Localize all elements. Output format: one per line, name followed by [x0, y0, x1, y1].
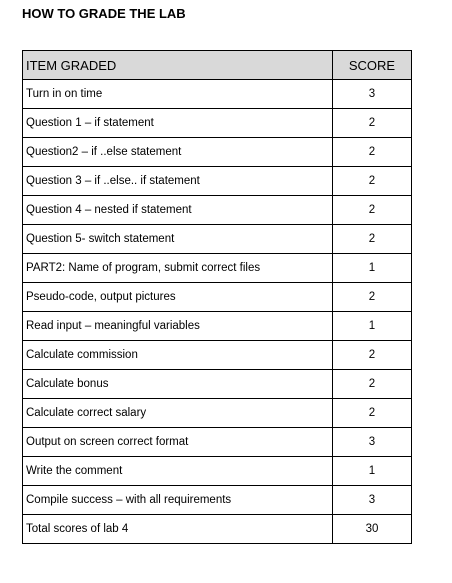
table-row — [23, 399, 412, 428]
item-column-header: ITEM GRADED — [23, 51, 333, 80]
table-row — [23, 196, 412, 225]
table-row — [23, 428, 412, 457]
item-cell: PART2: Name of program, submit correct files — [23, 254, 333, 283]
item-cell: Output on screen correct format — [23, 428, 333, 457]
item-cell: Calculate bonus — [23, 370, 333, 399]
table-header-row — [23, 51, 412, 80]
score-cell: 3 — [333, 80, 412, 109]
score-cell: 2 — [333, 109, 412, 138]
table-row — [23, 341, 412, 370]
table-header — [23, 51, 412, 80]
score-column-header: SCORE — [333, 51, 412, 80]
document-title: HOW TO GRADE THE LAB — [22, 6, 186, 21]
table-row — [23, 167, 412, 196]
item-cell: Question2 – if ..else statement — [23, 138, 333, 167]
item-cell: Question 3 – if ..else.. if statement — [23, 167, 333, 196]
table-row — [23, 486, 412, 515]
score-cell: 2 — [333, 370, 412, 399]
item-cell: Turn in on time — [23, 80, 333, 109]
item-cell: Total scores of lab 4 — [23, 515, 333, 544]
score-cell: 2 — [333, 196, 412, 225]
score-cell: 2 — [333, 399, 412, 428]
score-cell: 2 — [333, 225, 412, 254]
score-cell: 3 — [333, 428, 412, 457]
item-cell: Calculate correct salary — [23, 399, 333, 428]
table-row — [23, 515, 412, 544]
score-cell: 2 — [333, 167, 412, 196]
item-cell: Question 5- switch statement — [23, 225, 333, 254]
item-cell: Calculate commission — [23, 341, 333, 370]
score-cell: 2 — [333, 138, 412, 167]
item-cell: Compile success – with all requirements — [23, 486, 333, 515]
table-row — [23, 138, 412, 167]
item-cell: Question 4 – nested if statement — [23, 196, 333, 225]
table-row — [23, 80, 412, 109]
table-row — [23, 370, 412, 399]
table-row — [23, 254, 412, 283]
item-cell: Pseudo-code, output pictures — [23, 283, 333, 312]
table-row — [23, 457, 412, 486]
score-cell: 2 — [333, 283, 412, 312]
table-row — [23, 312, 412, 341]
table-row — [23, 225, 412, 254]
score-cell: 3 — [333, 486, 412, 515]
score-cell: 1 — [333, 254, 412, 283]
grading-table — [22, 50, 412, 544]
score-cell: 2 — [333, 341, 412, 370]
table-body — [23, 80, 412, 544]
score-cell: 1 — [333, 457, 412, 486]
table-row — [23, 109, 412, 138]
item-cell: Question 1 – if statement — [23, 109, 333, 138]
item-cell: Read input – meaningful variables — [23, 312, 333, 341]
score-cell: 1 — [333, 312, 412, 341]
item-cell: Write the comment — [23, 457, 333, 486]
score-cell: 30 — [333, 515, 412, 544]
table-row — [23, 283, 412, 312]
